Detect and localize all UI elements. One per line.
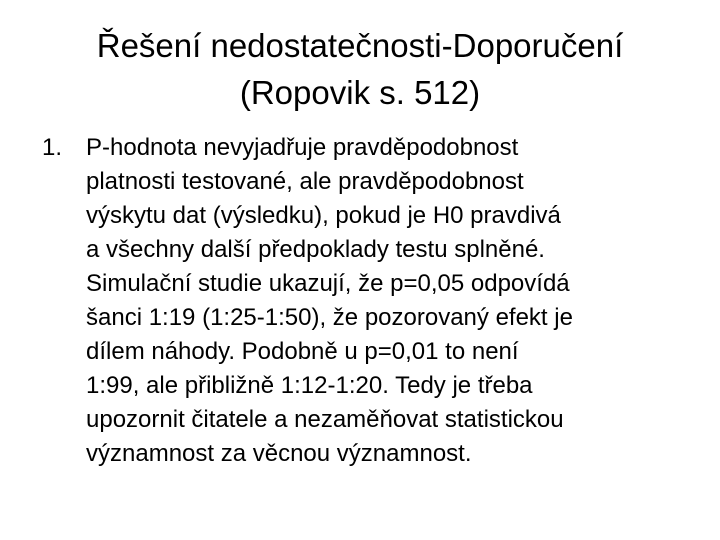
list-text-line: platnosti testované, ale pravděpodobnost [86,168,524,195]
list-text-line: dílem náhody. Podobně u p=0,01 to není [86,338,519,365]
list-text-line: upozornit čitatele a nezaměňovat statistickou [86,406,564,433]
list-text-line: šanci 1:19 (1:25-1:50), že pozorovaný efekt je [86,304,573,331]
slide-body [36,131,696,471]
list-item [36,131,696,471]
list-item-text [86,131,696,471]
list-item-number: 1. [42,134,63,161]
list-text-line: Simulační studie ukazují, že p=0,05 odpovídá [86,270,570,297]
list-text-line: výskytu dat (výsledku), pokud je H0 pravdivá [86,202,561,229]
list-text-line: P-hodnota nevyjadřuje pravděpodobnost [86,134,519,161]
slide-title [36,22,684,116]
list-text-line: významnost za věcnou významnost. [86,440,472,467]
list-text-line: a všechny další předpoklady testu splněné. [86,236,545,263]
list-text-line: 1:99, ale přibližně 1:12-1:20. Tedy je třeba [86,372,533,399]
title-line-2: (Ropovik s. 512) [239,74,481,111]
title-line-1: Řešení nedostatečnosti-Doporučení [96,27,624,64]
